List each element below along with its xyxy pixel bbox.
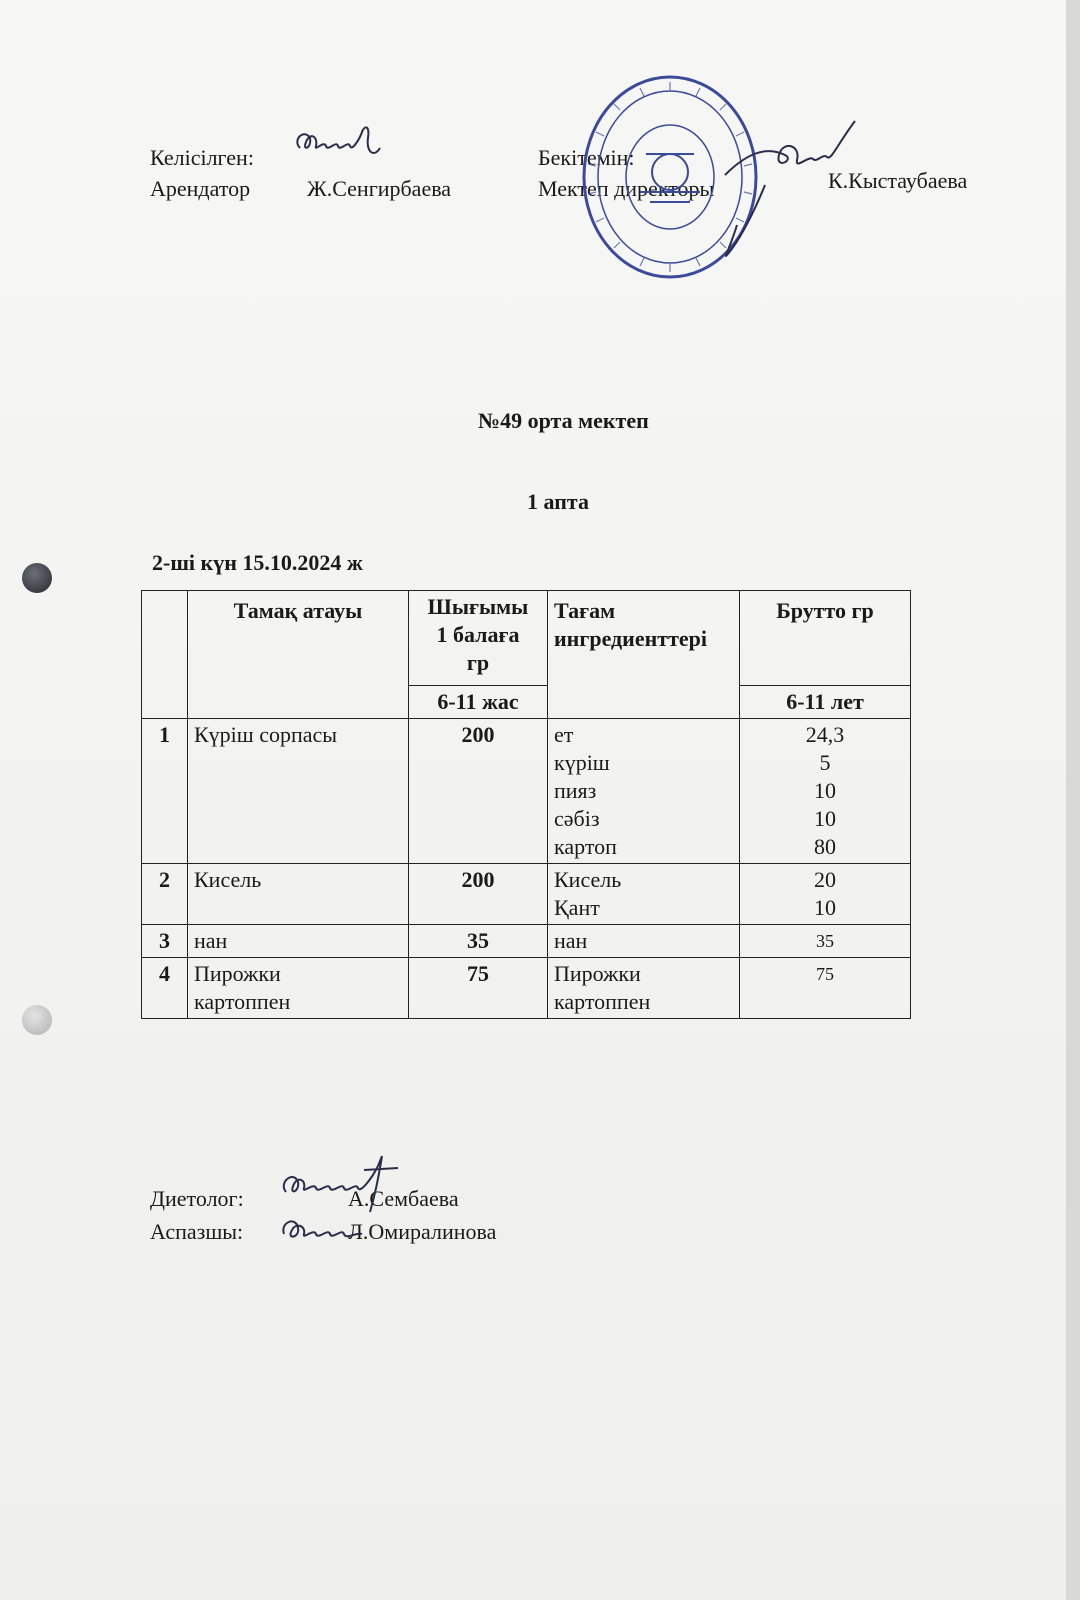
brutto-value: 35 (816, 931, 834, 951)
dish-name-line: Кисель (194, 867, 262, 892)
brutto-value: 10 (814, 806, 836, 831)
cook-label: Аспазшы: (150, 1219, 244, 1244)
header-ingredients-line: Тағам (554, 598, 616, 623)
day-title: 2-ші күн 15.10.2024 ж (152, 550, 363, 575)
ingredient: нан (554, 928, 588, 953)
table-row (142, 864, 911, 925)
header-ingredients-line: ингредиенттері (554, 626, 708, 651)
cook-name: Л.Омиралинова (348, 1219, 497, 1244)
table-row (142, 925, 911, 958)
header-number-cell (142, 591, 188, 719)
director-role: Мектеп директоры (538, 176, 715, 201)
agreed-label: Келісілген: (150, 145, 254, 170)
dish-ingredients (548, 958, 740, 1019)
dish-ingredients (548, 864, 740, 925)
dish-ingredients (548, 925, 740, 958)
punch-hole (22, 563, 52, 593)
brutto-value: 75 (816, 964, 834, 984)
tenant-signature (290, 118, 390, 170)
table-header-row (142, 591, 911, 686)
dish-brutto (740, 925, 911, 958)
ingredient: Пирожки (554, 961, 641, 986)
dish-brutto (740, 864, 911, 925)
row-number: 4 (142, 958, 188, 1019)
page-edge (1066, 0, 1080, 1600)
dish-yield: 35 (409, 925, 548, 958)
table-row (142, 719, 911, 864)
tenant-role: Арендатор (150, 176, 251, 201)
brutto-value: 10 (814, 895, 836, 920)
ingredient: Кисель (554, 867, 622, 892)
ingredient: пияз (554, 778, 597, 803)
menu-table (141, 590, 911, 1019)
director-signature (705, 115, 865, 265)
header-dish-name: Тамақ атауы (188, 591, 409, 719)
header-age-kz: 6-11 жас (409, 686, 548, 719)
director-name: К.Кыстаубаева (828, 168, 968, 193)
header-yield-line: 1 балаға (436, 622, 520, 647)
row-number: 1 (142, 719, 188, 864)
brutto-value: 5 (819, 750, 831, 775)
ingredient: күріш (554, 750, 610, 775)
week-title: 1 апта (527, 489, 589, 514)
ingredient: Қант (554, 895, 600, 920)
brutto-value: 80 (814, 834, 836, 859)
school-title: №49 орта мектеп (478, 408, 649, 433)
header-yield-line: гр (466, 650, 490, 675)
dietitian-label: Диетолог: (150, 1186, 244, 1211)
ingredient: ет (554, 722, 574, 747)
dish-yield: 75 (409, 958, 548, 1019)
dish-name-line: Пирожки (194, 961, 281, 986)
table-row (142, 958, 911, 1019)
dietitian-name: А.Сембаева (348, 1186, 459, 1211)
ingredient: картоппен (554, 989, 651, 1014)
dish-brutto (740, 719, 911, 864)
header-yield-line: Шығымы (427, 594, 529, 619)
header-yield (409, 591, 548, 686)
dish-yield: 200 (409, 719, 548, 864)
row-number: 3 (142, 925, 188, 958)
dish-name-line: картоппен (194, 989, 291, 1014)
dish-yield: 200 (409, 864, 548, 925)
ingredient: картоп (554, 834, 617, 859)
brutto-value: 20 (814, 867, 836, 892)
dish-ingredients (548, 719, 740, 864)
dish-name (188, 958, 409, 1019)
header-brutto: Брутто гр (740, 591, 911, 686)
dish-name-line: нан (194, 928, 228, 953)
dish-name (188, 925, 409, 958)
brutto-value: 24,3 (805, 722, 845, 747)
dish-name (188, 864, 409, 925)
header-ingredients (548, 591, 740, 719)
punch-hole (22, 1005, 52, 1035)
dish-brutto (740, 958, 911, 1019)
row-number: 2 (142, 864, 188, 925)
dish-name (188, 719, 409, 864)
cook-signature (278, 1208, 368, 1252)
header-age-ru: 6-11 лет (740, 686, 911, 719)
tenant-name: Ж.Сенгирбаева (307, 176, 452, 201)
brutto-value: 10 (814, 778, 836, 803)
ingredient: сәбіз (554, 806, 600, 831)
dish-name-line: Күріш сорпасы (194, 722, 338, 747)
approve-label: Бекітемін: (538, 145, 635, 170)
